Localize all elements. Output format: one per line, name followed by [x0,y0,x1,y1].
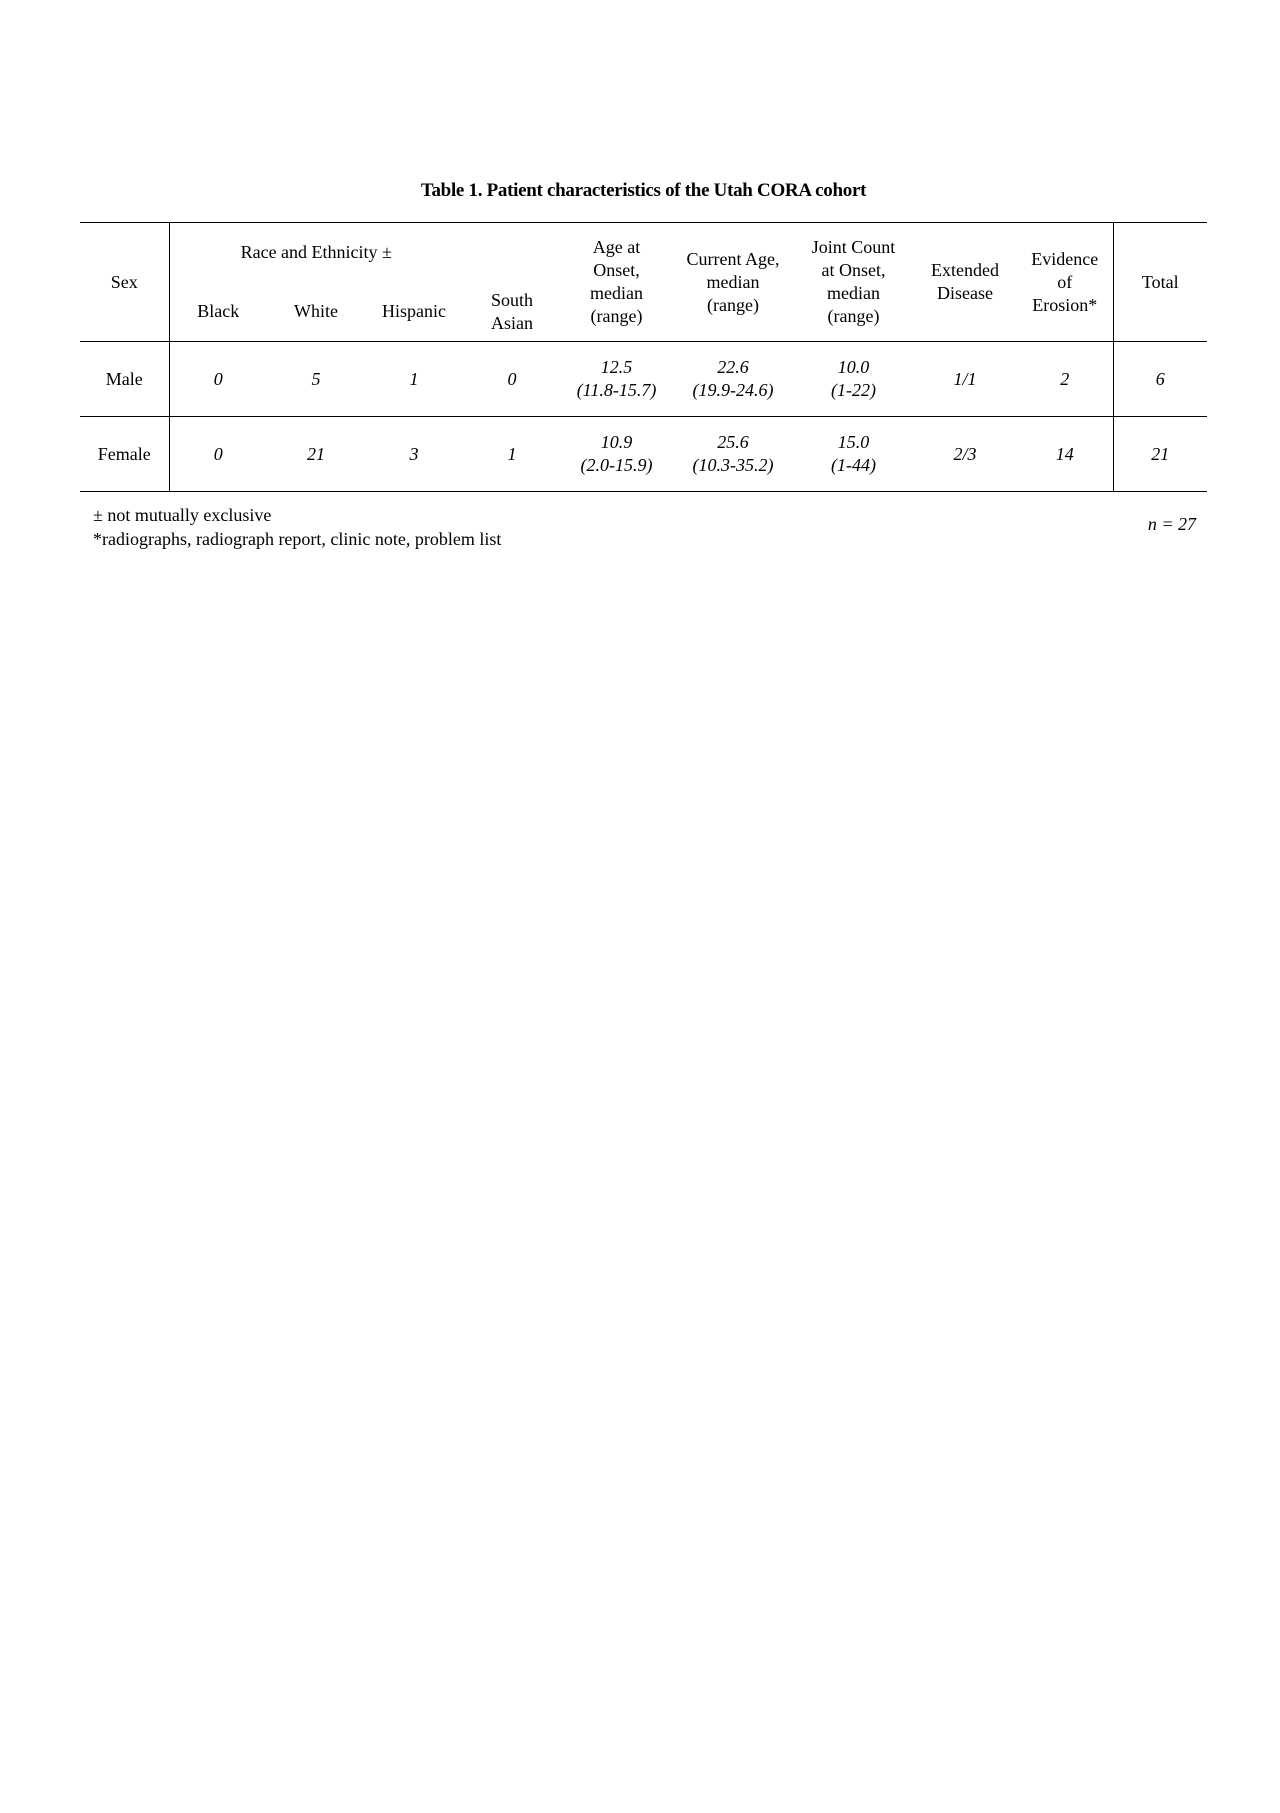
header-current-age-line2: median [706,271,760,292]
header-age-onset-line3: median [590,283,643,303]
cell-current-age-median: 25.6 [717,432,749,452]
cell-extended: 1/1 [953,368,977,389]
header-age-onset-line2: Onset, [593,260,640,280]
cell-age-onset-range: (2.0-15.9) [580,455,653,475]
cell-joint-count-range: (1-44) [831,455,876,475]
cell-current-age-median: 22.6 [717,357,749,377]
cell-age-onset [561,417,672,492]
table-row [80,342,1207,417]
table-footnotes [93,503,501,551]
header-total: Total [1113,223,1207,342]
footnote-race: ± not mutually exclusive [93,505,272,525]
header-erosion-line2: of [1057,271,1073,292]
header-hispanic: Hispanic [365,282,463,342]
cell-total: 21 [1151,443,1170,464]
cell-extended: 2/3 [953,443,977,464]
header-extended-line2: Disease [937,283,993,303]
cell-hispanic: 1 [409,368,419,389]
cell-current-age [672,342,794,417]
cell-age-onset [561,342,672,417]
cell-age-onset-median: 10.9 [600,432,633,452]
header-race-ethnicity: Race and Ethnicity ± [240,242,392,262]
cell-white: 5 [311,368,321,389]
cell-joint-count-median: 15.0 [837,432,870,452]
header-erosion [1017,223,1113,342]
header-south-asian-line2: Asian [491,313,534,333]
header-extended-line1: Extended [931,260,999,280]
header-joint-count [794,223,913,342]
header-joint-count-line2: at Onset, [821,260,886,280]
footnote-erosion: *radiographs, radiograph report, clinic note, problem list [93,529,502,549]
cell-white: 21 [307,443,325,464]
header-current-age [672,223,794,342]
cell-hispanic: 3 [409,443,419,464]
cell-total: 6 [1155,368,1165,389]
cell-current-age-range: (19.9-24.6) [692,380,774,400]
header-age-onset-line4: (range) [590,306,643,326]
sample-size: n = 27 [1147,514,1196,534]
header-black: Black [169,282,267,342]
header-joint-count-line4: (range) [827,306,880,326]
header-current-age-line3: (range) [707,294,759,315]
cell-sex: Female [80,417,169,492]
header-sex: Sex [80,223,169,342]
cell-age-onset-median: 12.5 [600,357,633,377]
table-title: Table 1. Patient characteristics of the Utah CORA cohort [420,180,867,201]
cell-black: 0 [213,443,223,464]
header-age-onset-line1: Age at [592,237,641,257]
header-erosion-line3: Erosion* [1032,294,1098,315]
cell-joint-count [794,417,913,492]
header-age-onset [561,223,672,342]
cell-south-asian: 1 [507,443,517,464]
header-south-asian [463,223,561,342]
header-white: White [267,282,365,342]
header-extended-disease [913,223,1017,342]
patient-characteristics-table [80,222,1207,492]
cell-sex: Male [80,342,169,417]
header-current-age-line1: Current Age, [686,248,780,269]
cell-joint-count-range: (1-22) [831,380,876,400]
cell-erosion: 2 [1017,342,1113,417]
header-erosion-line1: Evidence [1031,248,1099,269]
cell-black: 0 [213,368,223,389]
cell-age-onset-range: (11.8-15.7) [576,380,657,400]
header-joint-count-line3: median [827,283,880,303]
header-south-asian-line1: South [491,290,534,310]
table-row [80,417,1207,492]
header-joint-count-line1: Joint Count [811,237,896,257]
cell-joint-count [794,342,913,417]
cell-current-age [672,417,794,492]
cell-south-asian: 0 [507,368,517,389]
cell-erosion: 14 [1017,417,1113,492]
cell-joint-count-median: 10.0 [837,357,870,377]
cell-current-age-range: (10.3-35.2) [692,455,774,475]
